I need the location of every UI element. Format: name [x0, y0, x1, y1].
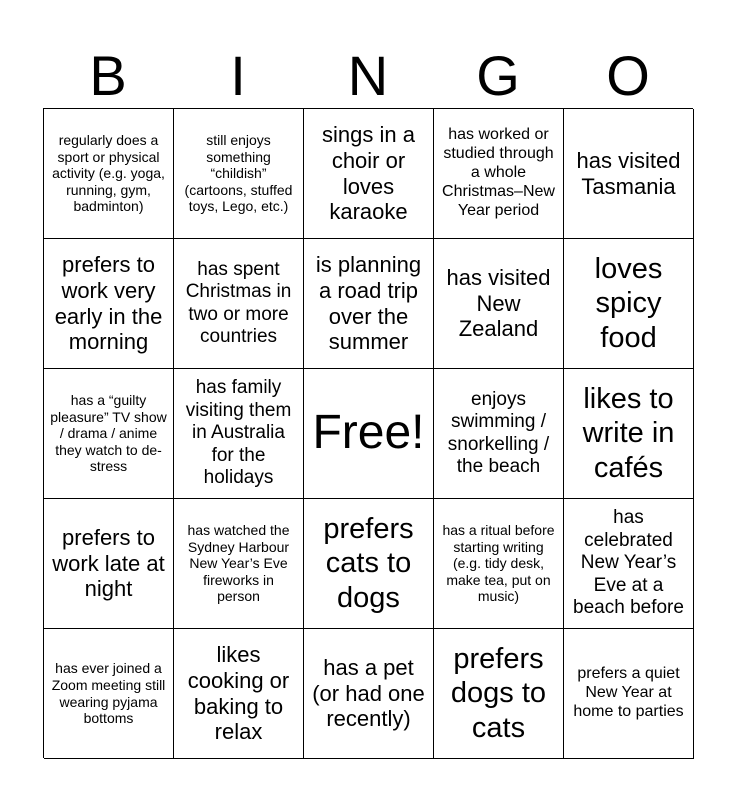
bingo-cell[interactable]: has visited New Zealand: [434, 239, 564, 369]
bingo-cell[interactable]: loves spicy food: [564, 239, 694, 369]
header-letter-o: O: [606, 44, 650, 107]
bingo-cell[interactable]: likes to write in cafés: [564, 369, 694, 499]
bingo-grid: [43, 108, 693, 758]
free-space-cell[interactable]: Free!: [304, 369, 434, 499]
bingo-cell[interactable]: has celebrated New Year’s Eve at a beach before: [564, 499, 694, 629]
header-letter-n: N: [347, 44, 389, 107]
bingo-cell[interactable]: prefers to work late at night: [44, 499, 174, 629]
bingo-cell[interactable]: regularly does a sport or physical activity (e.g. yoga, running, gym, badminton): [44, 109, 174, 239]
bingo-cell[interactable]: has a pet (or had one recently): [304, 629, 434, 759]
bingo-cell[interactable]: still enjoys something “childish” (cartoons, stuffed toys, Lego, etc.): [174, 109, 304, 239]
bingo-cell[interactable]: has a ritual before starting writing (e.g. tidy desk, make tea, put on music): [434, 499, 564, 629]
bingo-cell[interactable]: sings in a choir or loves karaoke: [304, 109, 434, 239]
bingo-cell[interactable]: likes cooking or baking to relax: [174, 629, 304, 759]
bingo-cell[interactable]: has ever joined a Zoom meeting still wearing pyjama bottoms: [44, 629, 174, 759]
bingo-header: [43, 44, 693, 108]
bingo-cell[interactable]: has watched the Sydney Harbour New Year’s Eve fireworks in person: [174, 499, 304, 629]
bingo-cell[interactable]: prefers to work very early in the morning: [44, 239, 174, 369]
bingo-cell[interactable]: has spent Christmas in two or more countries: [174, 239, 304, 369]
bingo-cell[interactable]: enjoys swimming / snorkelling / the beach: [434, 369, 564, 499]
header-letter-g: G: [476, 44, 520, 107]
header-letter-b: B: [89, 44, 127, 107]
bingo-cell[interactable]: prefers dogs to cats: [434, 629, 564, 759]
bingo-cell[interactable]: has a “guilty pleasure” TV show / drama / anime they watch to de-stress: [44, 369, 174, 499]
bingo-cell[interactable]: has visited Tasmania: [564, 109, 694, 239]
header-letter-i: I: [230, 44, 246, 107]
bingo-cell[interactable]: prefers a quiet New Year at home to parties: [564, 629, 694, 759]
bingo-cell[interactable]: prefers cats to dogs: [304, 499, 434, 629]
bingo-cell[interactable]: has family visiting them in Australia for the holidays: [174, 369, 304, 499]
bingo-cell[interactable]: is planning a road trip over the summer: [304, 239, 434, 369]
bingo-cell[interactable]: has worked or studied through a whole Christmas–New Year period: [434, 109, 564, 239]
